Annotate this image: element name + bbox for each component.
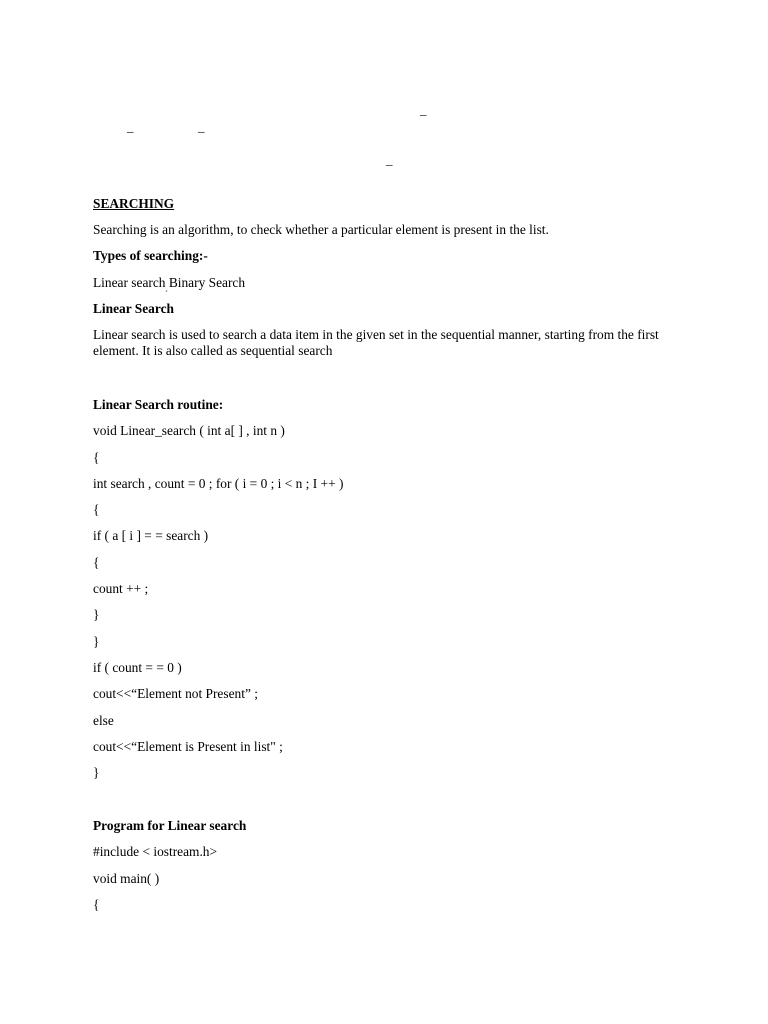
header-mark-2: _: [127, 119, 134, 134]
code-line: {: [93, 450, 100, 465]
definition-text: Searching is an algorithm, to check whether a particular element is present in the list.: [93, 222, 549, 237]
header-mark-1: _: [420, 102, 427, 117]
program-code-line: void main( ): [93, 871, 160, 886]
code-line: {: [93, 502, 100, 517]
program-code-line: #include < iostream.h>: [93, 844, 218, 859]
tick-mark: ´: [165, 289, 168, 299]
linear-search-description: Linear search is used to search a data item in the given set in the sequential manner, starting from the first element. It is also called as sequential search: [93, 327, 659, 358]
code-line: }: [93, 607, 100, 622]
code-line: if ( count = = 0 ): [93, 660, 182, 675]
routine-heading: Linear Search routine:: [93, 397, 224, 412]
header-mark-4: _: [386, 152, 393, 167]
code-line: cout<<“Element not Present” ;: [93, 686, 258, 701]
code-line: int search , count = 0 ; for ( i = 0 ; i < n ; I ++ ): [93, 476, 344, 491]
code-line: else: [93, 713, 114, 728]
code-line: {: [93, 555, 100, 570]
code-line: }: [93, 765, 100, 780]
header-mark-3: _: [198, 119, 205, 134]
code-line: }: [93, 634, 100, 649]
program-heading: Program for Linear search: [93, 818, 247, 833]
linear-search-heading: Linear Search: [93, 301, 174, 316]
types-heading: Types of searching:-: [93, 248, 208, 263]
section-heading: SEARCHING: [93, 196, 175, 211]
code-line: count ++ ;: [93, 581, 149, 596]
code-line: void Linear_search ( int a[ ] , int n ): [93, 423, 285, 438]
program-code-line: {: [93, 897, 100, 912]
types-list: Linear search Binary Search: [93, 275, 246, 290]
code-line: cout<<“Element is Present in list" ;: [93, 739, 283, 754]
code-line: if ( a [ i ] = = search ): [93, 528, 209, 543]
